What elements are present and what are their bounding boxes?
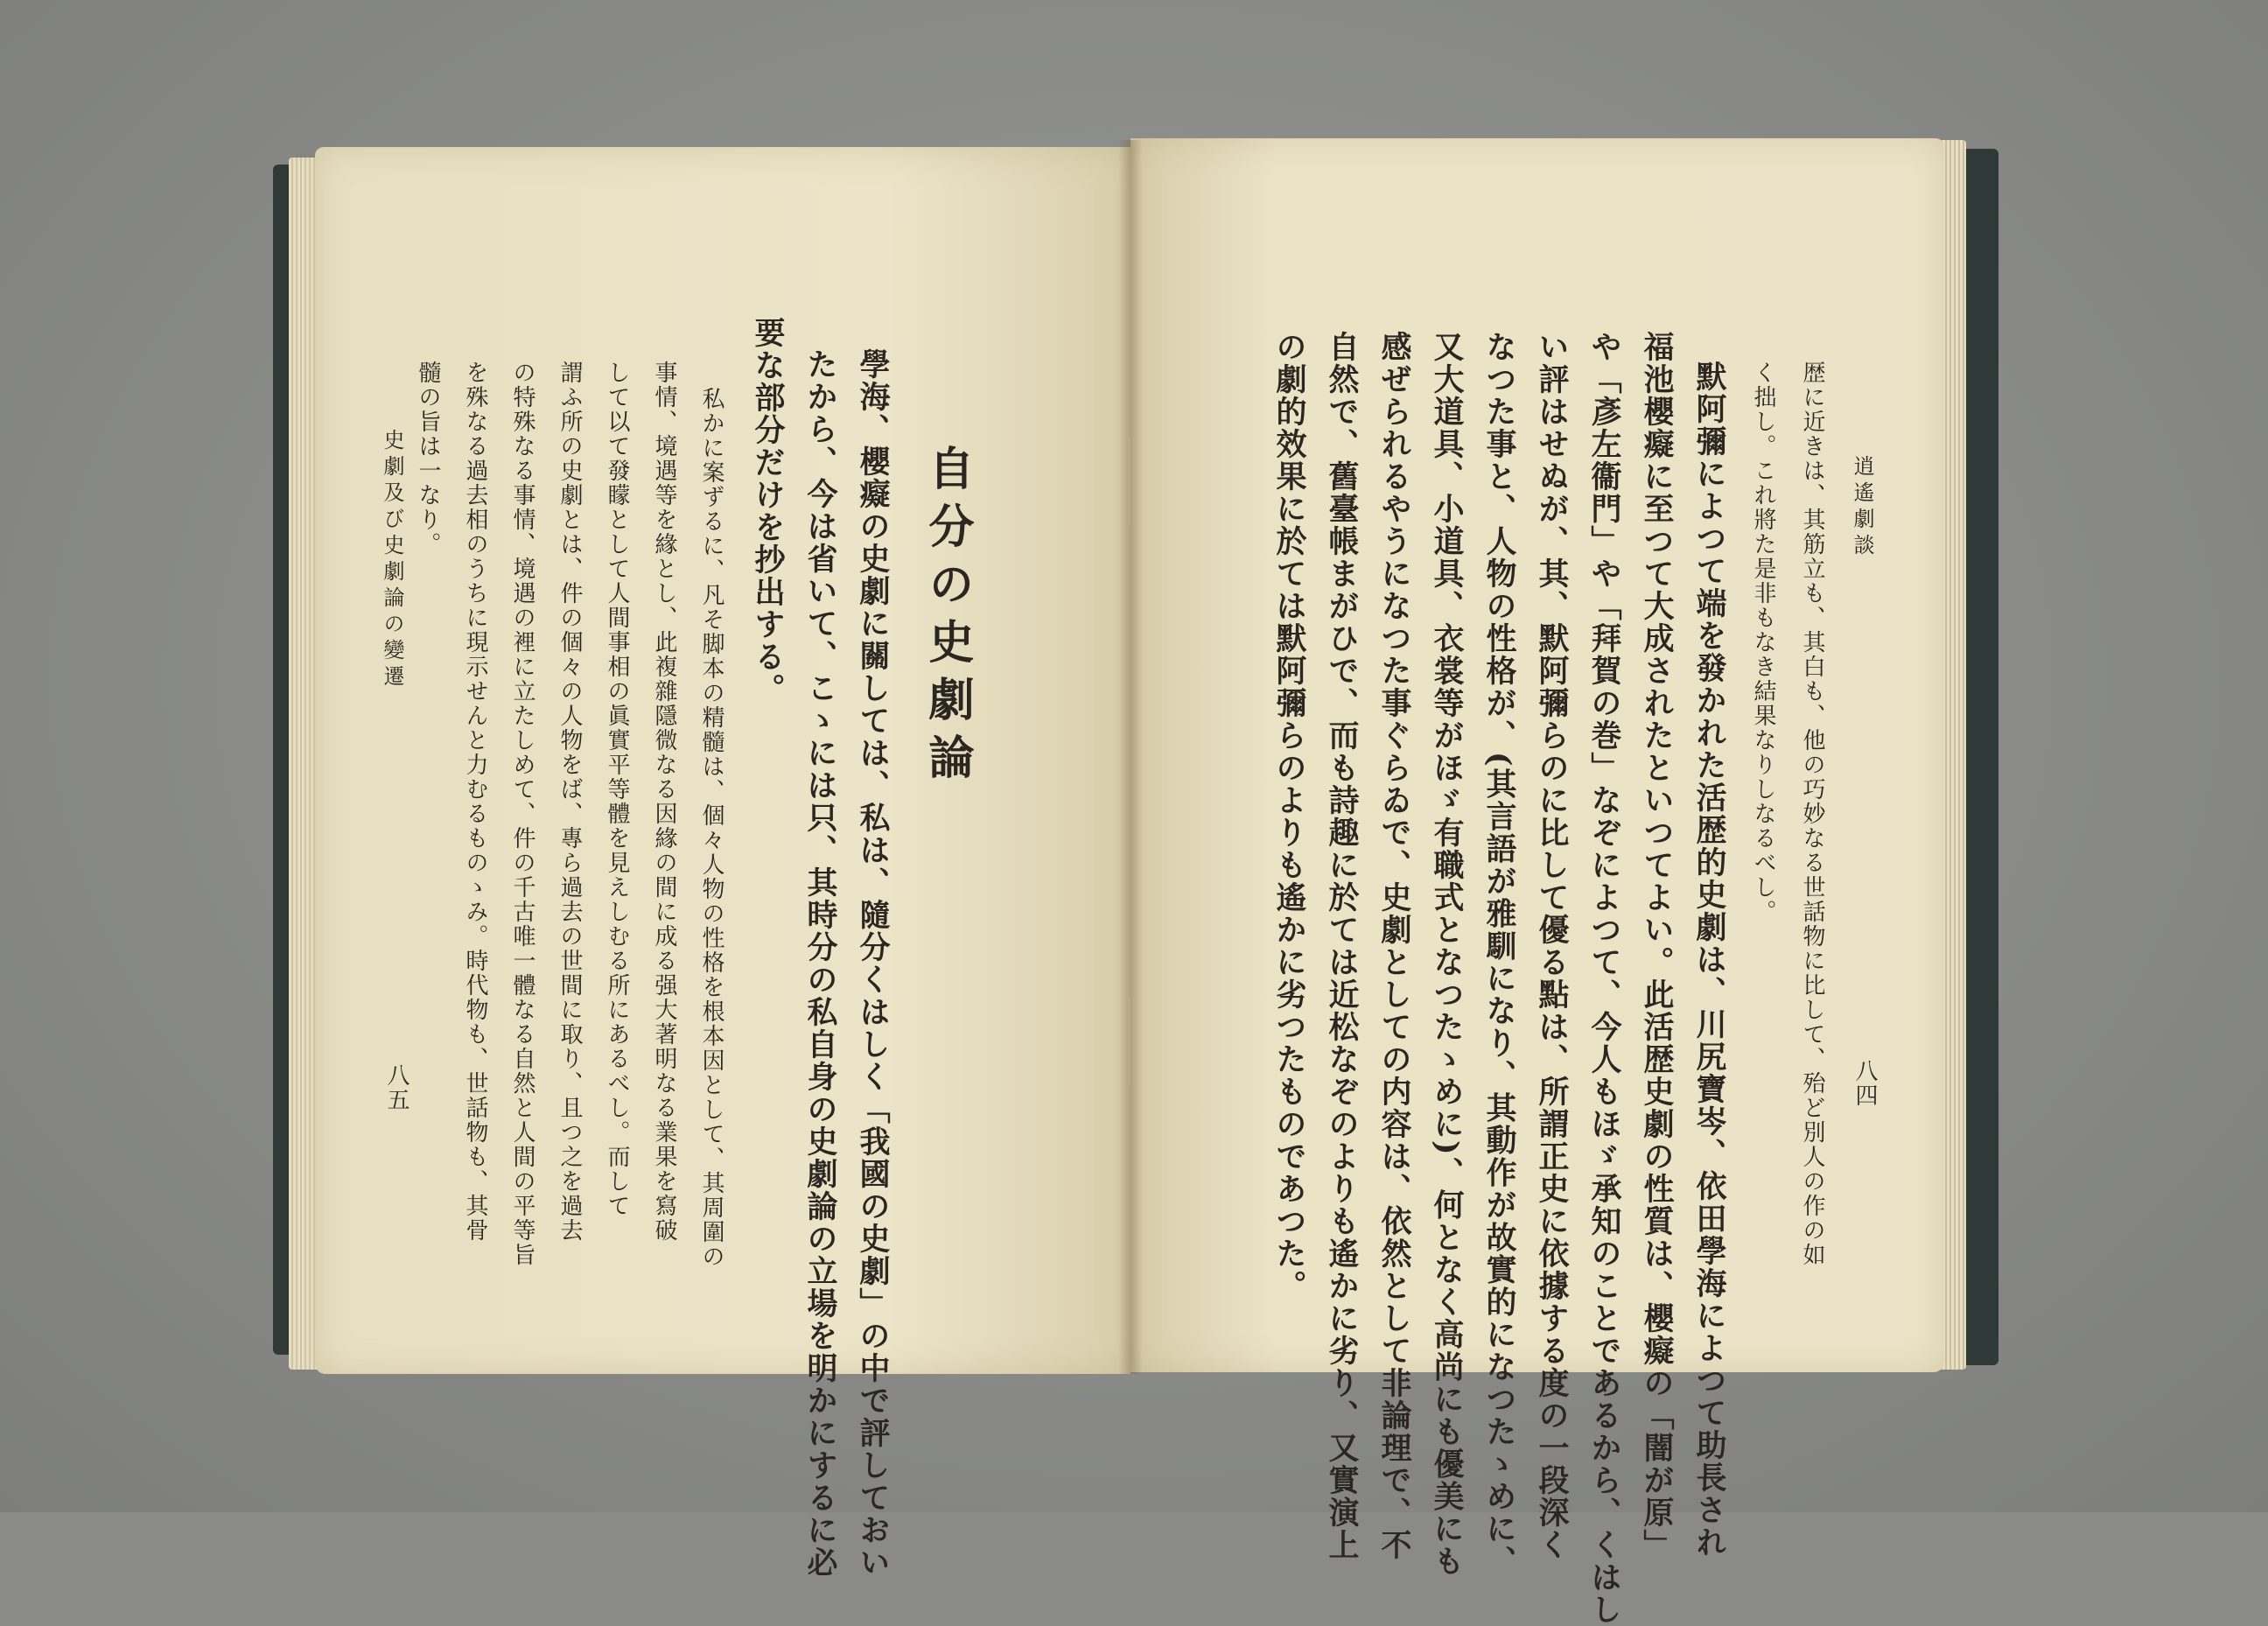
section-title: 自分の史劇論 — [920, 445, 974, 791]
quote-column: の特殊なる事情、境遇の裡に立たしめて、件の千古唯一體なる自然と人間の平等旨 — [509, 361, 536, 1267]
quote-column: 謂ふ所の史劇とは、件の個々の人物をば、專ら過去の世間に取り、且つ之を過去 — [556, 361, 583, 1243]
text-column: い評はせぬが、其、默阿彌らのに比して優る點は、所謂正史に依據する度の一段深く — [1534, 331, 1570, 1561]
text-column: 默阿彌によつて端を發かれた活歴的史劇は、川尻寶岑、依田學海によつて助長され — [1691, 361, 1727, 1559]
quote-column: して以て發矇として人間事相の眞實平等體を見えしむる所にあるべし。而して — [604, 361, 630, 1218]
quote-column: 髓の旨は一なり。 — [415, 361, 441, 557]
text-column: なつた事と、人物の性格が、(其言語が雅馴になり、其動作が故實的になつたゝめに、 — [1481, 331, 1517, 1578]
page-number-85: 八五 — [383, 1063, 410, 1112]
intro-column: 學海、櫻癡の史劇に關しては、私は、隨分くはしく「我國の史劇」の中で評しておい — [855, 348, 891, 1579]
page-number-84: 八四 — [1852, 1059, 1878, 1108]
quote-column: を殊なる過去相のうちに現示せんと力むるものゝみ。時代物も、世話物も、其骨 — [462, 361, 488, 1243]
book-gutter — [1118, 140, 1143, 1374]
text-column: や「彥左衞門」や「拜賀の巻」なぞによつて、今人もほゞ承知のことであるから、くはし — [1586, 331, 1622, 1626]
binding-stitch — [1127, 998, 1130, 1085]
text-column: く拙し。これ將た是非もなき結果なりしなるべし。 — [1750, 361, 1776, 924]
quote-column: 私かに案ずるに、凡そ脚本の精髓は、個々人物の性格を根本因として、其周圍の — [698, 387, 724, 1269]
text-column: の劇的效果に於ては默阿彌らのよりも遙かに劣つたものであつた。 — [1271, 331, 1307, 1302]
quote-column: 事情、境遇等を緣とし、此複雜隱微なる因緣の間に成る强大著明なる業果を寫破 — [651, 361, 677, 1243]
binding-stitch — [1127, 438, 1130, 525]
footer-title: 史劇及び史劇論の變遷 — [380, 429, 404, 691]
text-column: 又大道具、小道具、衣裳等がほゞ有職式となつたゝめに)、何となく高尚にも優美にも — [1429, 331, 1465, 1578]
text-column: 歴に近きは、其筋立も、其白も、他の巧妙なる世話物に比して、殆ど別人の作の如 — [1799, 361, 1825, 1267]
text-column: 自然で、舊臺帳まがひで、而も詩趣に於ては近松なぞのよりも遙かに劣り、又實演上 — [1324, 331, 1360, 1561]
intro-column: たから、今は省いて、こゝには只、其時分の私自身の史劇論の立場を明かにするに必 — [802, 348, 838, 1579]
intro-column: 要な部分だけを抄出する。 — [750, 317, 786, 705]
text-column: 感ぜられるやうになつた事ぐらゐで、史劇としての内容は、依然として非論理で、不 — [1376, 331, 1412, 1561]
text-column: 福池櫻癡に至つて大成されたといつてよい。此活歴史劇の性質は、櫻癡の「闇が原」 — [1639, 331, 1675, 1561]
running-head: 逍遙劇談 — [1850, 455, 1874, 560]
